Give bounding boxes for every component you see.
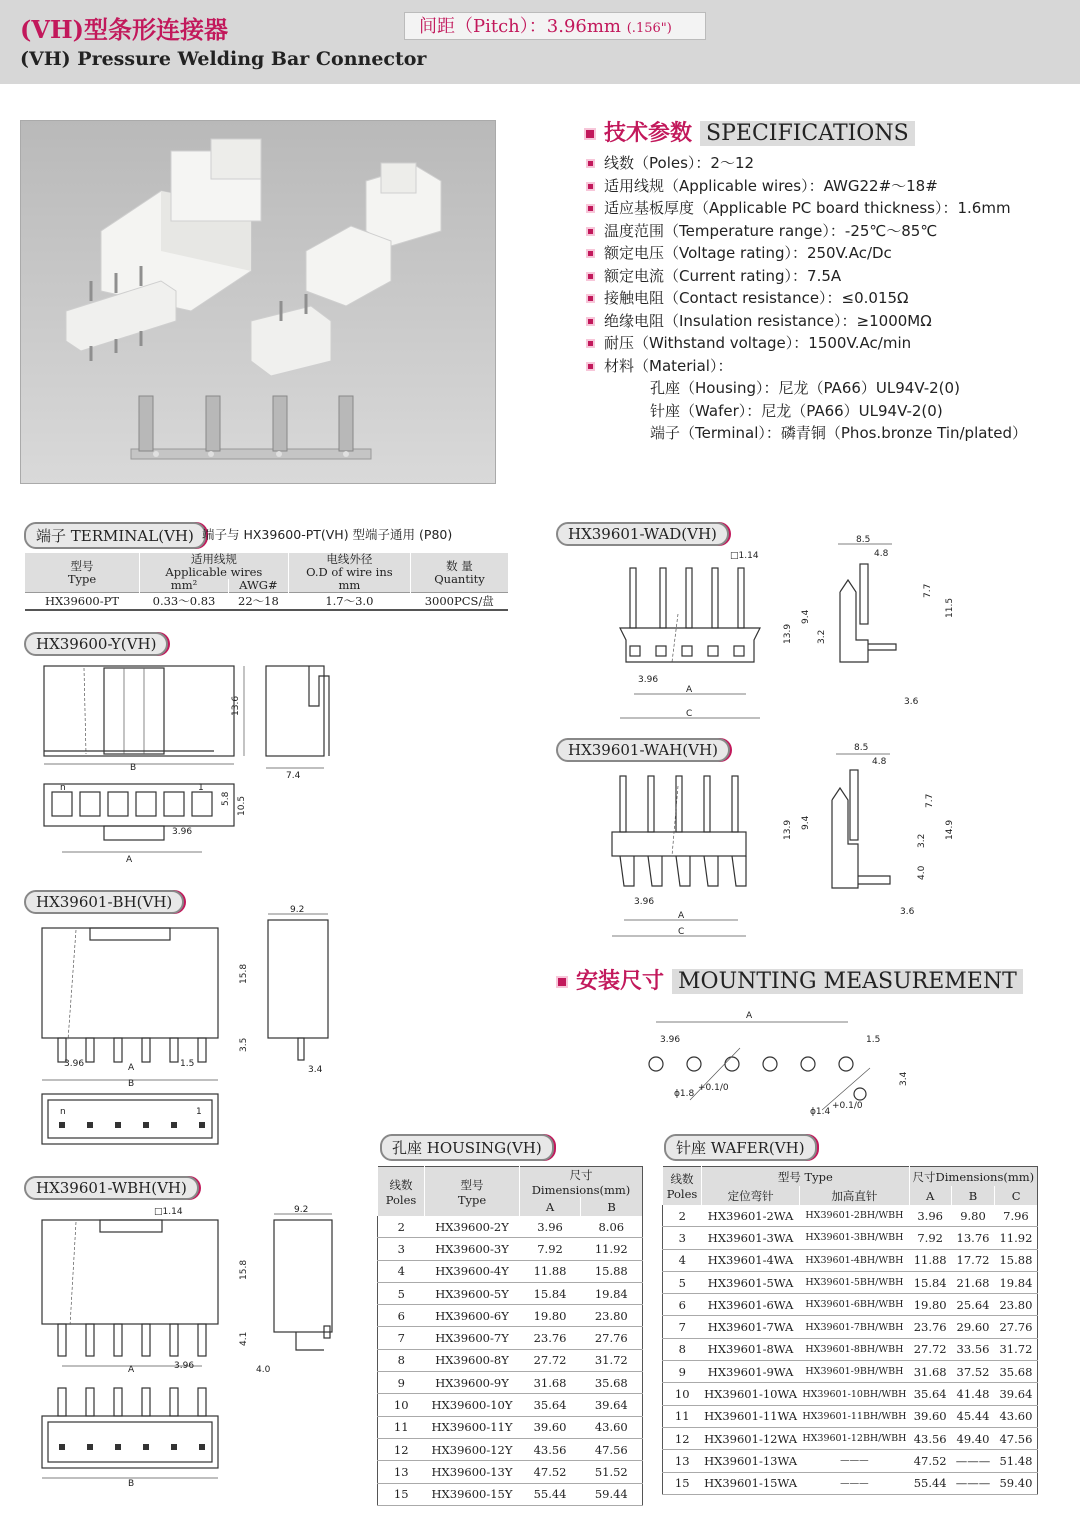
dim-h2: 14.9: [945, 819, 955, 840]
cell-a: 43.56: [520, 1438, 581, 1460]
table-row: [663, 1338, 1038, 1360]
dim-w1: 8.5: [856, 535, 871, 545]
table-row: [663, 1294, 1038, 1316]
cell-b: 59.44: [581, 1483, 643, 1505]
cell-poles: 2: [378, 1216, 425, 1238]
label-1: 1: [196, 1107, 202, 1117]
cell-b: ———: [951, 1472, 995, 1494]
specifications-heading: [584, 116, 915, 147]
dim-d1: 1.5: [866, 1035, 881, 1045]
cell-b: 11.92: [581, 1238, 643, 1260]
dim-pitch: 3.96: [634, 897, 655, 907]
cell-poles: 9: [663, 1361, 702, 1383]
col-type-high: 加高直针: [800, 1186, 910, 1205]
cell-b: 9.80: [951, 1205, 995, 1227]
cell-std: HX39601-7WA: [702, 1316, 800, 1338]
dim-h4: 9.4: [801, 609, 811, 624]
spec-item: 材料（Material）：: [586, 355, 1027, 378]
spec-item: 适应基板厚度（Applicable PC board thickness）：1.6mm: [586, 197, 1027, 220]
dim-pin: 4.1: [239, 1331, 249, 1346]
dim-h6: 4.0: [917, 865, 927, 880]
cell-a: 47.52: [520, 1461, 581, 1483]
cell-b: 21.68: [951, 1271, 995, 1293]
cell-high: HX39601-10BH/WBH: [800, 1383, 910, 1405]
wafer-table: [662, 1166, 1038, 1495]
bullet-icon: [586, 339, 595, 348]
cell-a: 11.88: [520, 1260, 581, 1282]
bullet-icon: [586, 227, 595, 236]
cell-poles: 10: [378, 1394, 425, 1416]
col-poles: 线数 Poles: [663, 1167, 702, 1206]
cell-high: HX39601-12BH/WBH: [800, 1427, 910, 1449]
col-dimensions: 尺寸Dimensions(mm): [909, 1167, 1037, 1187]
cell-a: 39.60: [909, 1405, 951, 1427]
spec-item: 适用线规（Applicable wires）：AWG22#～18#: [586, 175, 1027, 198]
dim-pin: 3.5: [239, 1037, 249, 1052]
dim-h3: 13.9: [783, 623, 793, 644]
cell-b: 49.40: [951, 1427, 995, 1449]
dim-foot: 3.6: [900, 907, 915, 917]
table-row: [378, 1327, 643, 1349]
cell-poles: 4: [663, 1249, 702, 1271]
table-row: [378, 1416, 643, 1438]
dim-a: A: [128, 1063, 135, 1073]
bullet-icon: [586, 249, 595, 258]
cell-b: 19.84: [581, 1282, 643, 1304]
cell-poles: 6: [663, 1294, 702, 1316]
cell-high: HX39601-6BH/WBH: [800, 1294, 910, 1316]
wafer-label: 针座 WAFER(VH): [664, 1134, 817, 1161]
cell-b: 33.56: [951, 1338, 995, 1360]
cell-high: HX39601-11BH/WBH: [800, 1405, 910, 1427]
table-row: [378, 1282, 643, 1304]
cell-type: HX39600-4Y: [425, 1260, 520, 1282]
cell-poles: 6: [378, 1305, 425, 1327]
square-bullet-icon: [556, 976, 568, 988]
cell-b: ———: [951, 1450, 995, 1472]
cell-poles: 13: [378, 1461, 425, 1483]
cell-c: 39.64: [995, 1383, 1038, 1405]
cell-a: 39.60: [520, 1416, 581, 1438]
cell-b: 13.76: [951, 1227, 995, 1249]
cell-poles: 3: [663, 1227, 702, 1249]
dim-h4: 9.4: [801, 815, 811, 830]
housing-table: [377, 1166, 643, 1506]
spec-item: 绝缘电阻（Insulation resistance）：≥1000MΩ: [586, 310, 1027, 333]
cell-poles: 9: [378, 1372, 425, 1394]
cell-poles: 2: [663, 1205, 702, 1227]
material-item: 端子（Terminal）：磷青铜（Phos.bronze Tin/plated）: [650, 424, 1028, 442]
spec-item: 接触电阻（Contact resistance）：≤0.015Ω: [586, 287, 1027, 310]
cell-std: HX39601-11WA: [702, 1405, 800, 1427]
table-row: [663, 1271, 1038, 1293]
table-row: [378, 1438, 643, 1460]
cell-a: 27.72: [909, 1338, 951, 1360]
label-n: n: [60, 783, 66, 793]
dim-a: A: [126, 855, 133, 865]
cell-b: 15.88: [581, 1260, 643, 1282]
cell-c: 47.56: [995, 1427, 1038, 1449]
dim-h2: 5.8: [221, 791, 231, 806]
cell-a: 31.68: [520, 1372, 581, 1394]
dim-pitch: 3.96: [64, 1059, 85, 1069]
cell-std: HX39601-13WA: [702, 1450, 800, 1472]
bullet-icon: [586, 362, 595, 371]
cell-b: 43.60: [581, 1416, 643, 1438]
bullet-icon: [586, 317, 595, 326]
cell-b: 29.60: [951, 1316, 995, 1338]
table-row: [378, 1483, 643, 1505]
dim-pitch: 3.96: [660, 1035, 681, 1045]
cell-c: 59.40: [995, 1472, 1038, 1494]
terminal-note: 端子与 HX39600-PT(VH) 型端子通用 (P80): [202, 527, 453, 542]
terminal-col-od: 电线外径 O.D of wire ins: [288, 553, 410, 579]
dim-h1: 7.7: [925, 793, 935, 808]
col-b: B: [581, 1197, 643, 1216]
cell-std: HX39601-15WA: [702, 1472, 800, 1494]
cell-c: 11.92: [995, 1227, 1038, 1249]
dim-hole2-tol: +0.1/0: [832, 1101, 863, 1111]
cell-c: 7.96: [995, 1205, 1038, 1227]
cell-c: 27.76: [995, 1316, 1038, 1338]
dim-h5: 3.2: [917, 833, 927, 848]
dim-hole2: ϕ1.4: [810, 1107, 831, 1117]
spec-item: 额定电压（Voltage rating）：250V.Ac/Dc: [586, 242, 1027, 265]
cell-b: 27.76: [581, 1327, 643, 1349]
cell-poles: 4: [378, 1260, 425, 1282]
col-poles: 线数 Poles: [378, 1167, 425, 1217]
col-c: C: [995, 1186, 1038, 1205]
cell-type: HX39600-7Y: [425, 1327, 520, 1349]
cell-type: HX39600-12Y: [425, 1438, 520, 1460]
drawing-mounting: [630, 1008, 930, 1124]
material-item: 针座（Wafer）：尼龙（PA66）UL94V-2(0): [650, 401, 943, 420]
label-1: 1: [198, 783, 204, 793]
cell-b: 51.52: [581, 1461, 643, 1483]
dim-a: A: [746, 1011, 753, 1021]
dim-h3: 13.9: [783, 819, 793, 840]
specifications-heading-cn: 技术参数: [604, 120, 693, 146]
col-type: 型号 Type: [702, 1167, 910, 1187]
table-row: [663, 1472, 1038, 1494]
cell-std: HX39601-3WA: [702, 1227, 800, 1249]
table-row: [663, 1383, 1038, 1405]
dim-sq: □1.14: [730, 551, 759, 561]
bullet-icon: [586, 204, 595, 213]
terminal-label: 端子 TERMINAL(VH): [24, 522, 206, 549]
dim-h: 15.8: [239, 1259, 249, 1280]
cell-high: HX39601-9BH/WBH: [800, 1361, 910, 1383]
table-row: [663, 1227, 1038, 1249]
cell-b: 47.56: [581, 1438, 643, 1460]
table-row: HX39600-PT 0.33～0.83 22～18 1.7～3.0 3000PCS/盘: [25, 593, 509, 611]
cell-a: 47.52: [909, 1450, 951, 1472]
dim-b: B: [128, 1479, 135, 1489]
dim-w1: 8.5: [854, 743, 869, 753]
dim-h: 15.8: [239, 963, 249, 984]
dim-sq: □1.14: [154, 1207, 183, 1217]
dim-a: A: [678, 911, 685, 921]
cell-a: 7.92: [520, 1238, 581, 1260]
spec-item: 线数（Poles）：2～12: [586, 152, 1027, 175]
cell-b: 39.64: [581, 1394, 643, 1416]
cell-a: 55.44: [909, 1472, 951, 1494]
dim-pinw: 3.4: [308, 1065, 323, 1075]
dim-a: A: [686, 685, 693, 695]
cell-c: 51.48: [995, 1450, 1038, 1472]
cell-a: 7.92: [909, 1227, 951, 1249]
drawing-label-wad: HX39601-WAD(VH): [556, 522, 729, 546]
cell-std: HX39601-12WA: [702, 1427, 800, 1449]
terminal-col-type: 型号 Type: [25, 553, 140, 593]
cell-c: 15.88: [995, 1249, 1038, 1271]
cell-a: 3.96: [909, 1205, 951, 1227]
table-row: [378, 1216, 643, 1238]
cell-poles: 5: [663, 1271, 702, 1293]
table-row: [663, 1405, 1038, 1427]
terminal-col-od-unit: mm: [288, 579, 410, 593]
pitch-value: 3.96mm: [546, 16, 621, 37]
cell-poles: 8: [663, 1338, 702, 1360]
cell-poles: 7: [663, 1316, 702, 1338]
cell-b: 45.44: [951, 1405, 995, 1427]
cell-poles: 15: [663, 1472, 702, 1494]
cell-poles: 8: [378, 1349, 425, 1371]
dim-h3: 10.5: [237, 795, 247, 816]
cell-type: HX39600-11Y: [425, 1416, 520, 1438]
dim-d: 1.5: [180, 1059, 195, 1069]
dim-side: 7.4: [286, 771, 301, 781]
cell-a: 15.84: [909, 1271, 951, 1293]
dim-c: C: [686, 709, 693, 719]
pitch-box: [404, 12, 706, 40]
cell-poles: 5: [378, 1282, 425, 1304]
mounting-heading: [556, 964, 1023, 995]
drawing-label-y: HX39600-Y(VH): [24, 632, 168, 656]
terminal-col-wires: 适用线规 Applicable wires: [140, 553, 289, 579]
label-n: n: [60, 1107, 66, 1117]
cell-std: HX39601-4WA: [702, 1249, 800, 1271]
cell-a: 35.64: [520, 1394, 581, 1416]
cell-poles: 7: [378, 1327, 425, 1349]
dim-pitch: 3.96: [638, 675, 659, 685]
cell-a: 23.76: [520, 1327, 581, 1349]
cell-a: 27.72: [520, 1349, 581, 1371]
title-english: (VH) Pressure Welding Bar Connector: [20, 48, 427, 70]
table-row: [663, 1427, 1038, 1449]
dim-w2: 4.8: [872, 757, 887, 767]
product-photo-illustration: [21, 121, 495, 483]
table-row: [378, 1260, 643, 1282]
table-row: [378, 1238, 643, 1260]
drawing-label-bh: HX39601-BH(VH): [24, 890, 184, 914]
cell-a: 11.88: [909, 1249, 951, 1271]
pitch-inch: (.156"): [626, 21, 672, 36]
cell-poles: 11: [663, 1405, 702, 1427]
table-row: [378, 1394, 643, 1416]
col-a: A: [909, 1186, 951, 1205]
drawing-hx39601-wbh: [24, 1200, 364, 1496]
cell-std: HX39601-9WA: [702, 1361, 800, 1383]
square-bullet-icon: [584, 128, 596, 140]
cell-poles: 13: [663, 1450, 702, 1472]
cell-type: HX39600-10Y: [425, 1394, 520, 1416]
cell-high: HX39601-2BH/WBH: [800, 1205, 910, 1227]
specifications-heading-en: SPECIFICATIONS: [700, 121, 915, 146]
cell-c: 19.84: [995, 1271, 1038, 1293]
cell-high: HX39601-3BH/WBH: [800, 1227, 910, 1249]
dim-pitch: 3.96: [172, 827, 193, 837]
cell-a: 15.84: [520, 1282, 581, 1304]
dim-hole1: ϕ1.8: [674, 1089, 695, 1099]
cell-poles: 10: [663, 1383, 702, 1405]
bullet-icon: [586, 272, 595, 281]
title-chinese: (VH)型条形连接器: [20, 15, 229, 44]
cell-poles: 15: [378, 1483, 425, 1505]
cell-type: HX39600-8Y: [425, 1349, 520, 1371]
cell-poles: 12: [663, 1427, 702, 1449]
dim-d2: 3.4: [899, 1071, 909, 1086]
dim-w: 9.2: [290, 905, 305, 915]
table-row: [663, 1316, 1038, 1338]
table-row: [378, 1349, 643, 1371]
drawing-hx39601-wad: [560, 534, 955, 724]
table-row: [663, 1361, 1038, 1383]
cell-b: 35.68: [581, 1372, 643, 1394]
dim-hole1-tol: +0.1/0: [698, 1083, 729, 1093]
dim-w: 9.2: [294, 1205, 309, 1215]
cell-poles: 3: [378, 1238, 425, 1260]
cell-std: HX39601-6WA: [702, 1294, 800, 1316]
drawing-hx39601-wah: [560, 740, 955, 940]
table-row: [378, 1372, 643, 1394]
dim-pinw: 4.0: [256, 1365, 271, 1375]
dim-a: A: [128, 1365, 135, 1375]
dim-pitch: 3.96: [174, 1361, 195, 1371]
spec-item: 温度范围（Temperature range）：-25℃～85℃: [586, 220, 1027, 243]
mounting-heading-cn: 安装尺寸: [576, 968, 665, 994]
cell-type: HX39600-15Y: [425, 1483, 520, 1505]
cell-c: 35.68: [995, 1361, 1038, 1383]
cell-a: 19.80: [520, 1305, 581, 1327]
cell-a: 3.96: [520, 1216, 581, 1238]
cell-a: 23.76: [909, 1316, 951, 1338]
cell-b: 8.06: [581, 1216, 643, 1238]
terminal-table: [24, 553, 508, 611]
cell-b: 37.52: [951, 1361, 995, 1383]
cell-high: ———: [800, 1472, 910, 1494]
bullet-icon: [586, 182, 595, 191]
table-row: [663, 1249, 1038, 1271]
drawing-hx39600-y: [24, 656, 364, 868]
dim-h1: 7.7: [923, 583, 933, 598]
cell-type: HX39600-6Y: [425, 1305, 520, 1327]
table-row: [663, 1205, 1038, 1227]
table-row: [663, 1450, 1038, 1472]
cell-high: ———: [800, 1450, 910, 1472]
material-item: 孔座（Housing）：尼龙（PA66）UL94V-2(0): [650, 379, 960, 397]
cell-type: HX39600-9Y: [425, 1372, 520, 1394]
table-row: [378, 1461, 643, 1483]
cell-a: 43.56: [909, 1427, 951, 1449]
spec-item: 耐压（Withstand voltage）：1500V.Ac/min: [586, 332, 1027, 355]
cell-high: HX39601-5BH/WBH: [800, 1271, 910, 1293]
housing-label: 孔座 HOUSING(VH): [380, 1134, 554, 1161]
terminal-col-awg: AWG#: [229, 579, 289, 593]
cell-b: 23.80: [581, 1305, 643, 1327]
dim-b: B: [128, 1079, 135, 1089]
col-type-std: 定位弯针: [702, 1186, 800, 1205]
cell-std: HX39601-5WA: [702, 1271, 800, 1293]
col-type: 型号 Type: [425, 1167, 520, 1217]
cell-high: HX39601-4BH/WBH: [800, 1249, 910, 1271]
cell-b: 41.48: [951, 1383, 995, 1405]
cell-type: HX39600-3Y: [425, 1238, 520, 1260]
cell-high: HX39601-8BH/WBH: [800, 1338, 910, 1360]
cell-c: 31.72: [995, 1338, 1038, 1360]
cell-b: 25.64: [951, 1294, 995, 1316]
col-b: B: [951, 1186, 995, 1205]
cell-a: 19.80: [909, 1294, 951, 1316]
col-dimensions: 尺寸Dimensions(mm): [520, 1167, 643, 1198]
cell-high: HX39601-7BH/WBH: [800, 1316, 910, 1338]
terminal-col-mm2: mm²: [140, 579, 229, 593]
cell-poles: 12: [378, 1438, 425, 1460]
drawing-label-wbh: HX39601-WBH(VH): [24, 1176, 199, 1200]
cell-type: HX39600-2Y: [425, 1216, 520, 1238]
bullet-icon: [586, 159, 595, 168]
cell-type: HX39600-5Y: [425, 1282, 520, 1304]
cell-c: 23.80: [995, 1294, 1038, 1316]
cell-b: 17.72: [951, 1249, 995, 1271]
dim-foot: 3.6: [904, 697, 919, 707]
mounting-heading-en: MOUNTING MEASUREMENT: [672, 969, 1023, 994]
drawing-label-wah: HX39601-WAH(VH): [556, 738, 730, 762]
cell-c: 43.60: [995, 1405, 1038, 1427]
cell-a: 55.44: [520, 1483, 581, 1505]
cell-std: HX39601-2WA: [702, 1205, 800, 1227]
cell-std: HX39601-8WA: [702, 1338, 800, 1360]
cell-poles: 11: [378, 1416, 425, 1438]
drawing-hx39601-bh: [24, 900, 364, 1162]
col-a: A: [520, 1197, 581, 1216]
dim-h5: 3.2: [817, 629, 827, 644]
dim-w2: 4.8: [874, 549, 889, 559]
cell-b: 31.72: [581, 1349, 643, 1371]
dim-b: B: [130, 763, 137, 773]
pitch-label: 间距（Pitch）：: [419, 16, 547, 37]
bullet-icon: [586, 294, 595, 303]
dim-c: C: [678, 927, 685, 937]
product-photo: [20, 120, 496, 484]
terminal-col-qty: 数 量 Quantity: [410, 553, 508, 593]
cell-type: HX39600-13Y: [425, 1461, 520, 1483]
dim-h: 13.6: [231, 695, 241, 716]
cell-std: HX39601-10WA: [702, 1383, 800, 1405]
cell-a: 31.68: [909, 1361, 951, 1383]
table-row: [378, 1305, 643, 1327]
dim-h2: 11.5: [945, 597, 955, 618]
specifications-list: [586, 152, 1027, 445]
cell-a: 35.64: [909, 1383, 951, 1405]
spec-item: 额定电流（Current rating）：7.5A: [586, 265, 1027, 288]
